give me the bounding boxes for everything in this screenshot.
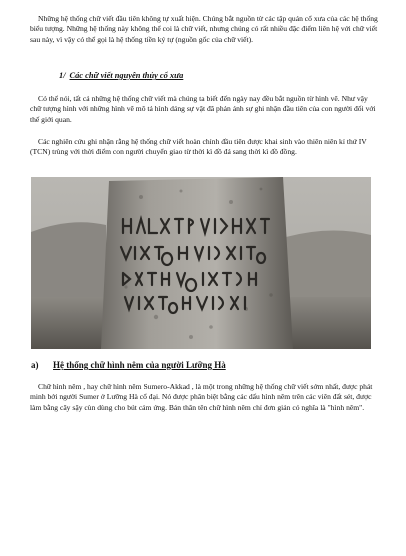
section-1-paragraph-2: Các nghiên cứu ghi nhận rằng hệ thống chữ viết hoàn chỉnh đầu tiên được khai sinh vào thiên niên kỉ thứ IV (TCN) trùng với thời điểm con người chuyển giao từ thời kì đồ đá sang thời kì đồ đồng. bbox=[30, 137, 367, 157]
section-1-title: Các chữ viết nguyên thủy cổ xưa bbox=[69, 71, 184, 80]
section-a-paragraph: Chữ hình nêm , hay chữ hình nêm Sumero-Akkad , là một trong những hệ thống chữ viết sớm nhất, được phát minh bởi người Sumer ở Lưỡng Hà cổ đại. Nó được phân biệt bằng các dấu hình nêm trên các viên đất sét, được làm bằng cây sậy cùn dùng cho bút cảm ứng. Bản thân tên chữ hình nêm chỉ đơn giản có nghĩa là "hình nêm". bbox=[30, 382, 373, 412]
section-a-heading bbox=[31, 360, 226, 370]
stone-inscription-photo bbox=[31, 177, 371, 349]
intro-paragraph: Những hệ thống chữ viết đầu tiên không tự xuất hiện. Chúng bắt nguồn từ các tập quán cổ xưa của các hệ thống biểu tượng. Những hệ thống này không thể coi là chữ viết, nhưng chúng có rất nhiều đặc điểm liên hệ với chữ viết sau này, vì vậy có thể gọi là hệ thống tiền ký tự (nguồn gốc của chữ viết). bbox=[30, 14, 378, 44]
section-a-number: a) bbox=[31, 360, 39, 370]
section-a-title: Hệ thống chữ hình nêm của người Lưỡng Hà bbox=[53, 360, 226, 370]
section-1-number: 1/ bbox=[59, 71, 66, 80]
section-1-heading bbox=[59, 71, 183, 80]
section-1-paragraph-1: Có thể nói, tất cả những hệ thống chữ viết mà chúng ta biết đến ngày nay đều bắt nguồn từ hình vẽ. Như vậy chữ tượng hình với những hình vẽ mô tả hình dáng sự vật đã phản ánh sự ghi nhận đầu tiên của con người đối với thế giới quan. bbox=[30, 94, 376, 124]
